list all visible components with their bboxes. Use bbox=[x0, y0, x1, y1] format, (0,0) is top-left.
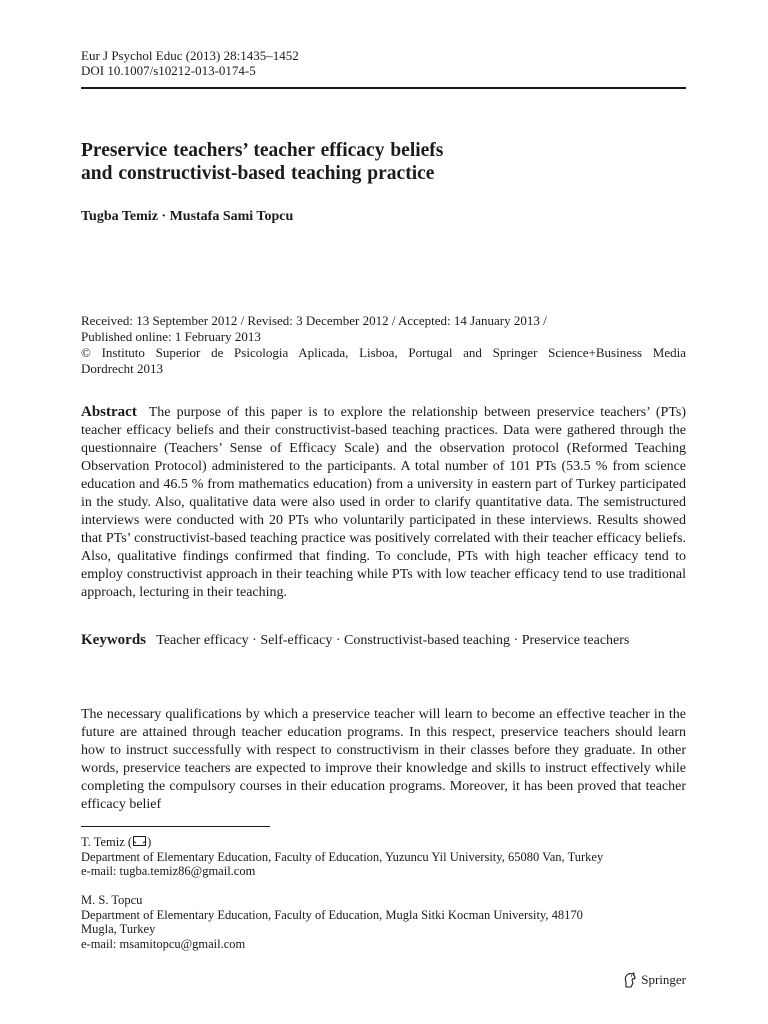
abstract-label: Abstract bbox=[81, 404, 137, 420]
header-rule bbox=[81, 87, 686, 89]
abstract bbox=[81, 403, 686, 602]
author-1-name-line bbox=[81, 835, 686, 850]
author-2-email[interactable]: e-mail: msamitopcu@gmail.com bbox=[81, 936, 246, 951]
footnote-rule bbox=[81, 826, 270, 827]
author-1-footnote bbox=[81, 835, 686, 879]
doi: DOI 10.1007/s10212-013-0174-5 bbox=[81, 63, 256, 78]
abstract-text: The purpose of this paper is to explore the relationship between preservice teachers’ (PTs) teacher efficacy beliefs and their constructivist-based teaching practices. Data were gathered through the questionnaire (Teachers’ Sense of Efficacy Scale) and the observation protocol (Reformed Teaching Observation Protocol) administered to the participants. A total number of 101 PTs (53.5 % from science education and 46.5 % from mathematics education) from a university in eastern part of Turkey participated in the study. Also, qualitative data were also used in order to clarify quantitative data. The semistructured interviews were conducted with 20 PTs who voluntarily participated in these interviews. Results showed that PTs’ constructivist-based teaching practice was positively correlated with their teacher efficacy beliefs. Also, qualitative findings confirmed that finding. To conclude, PTs with high teacher efficacy tend to employ constructivist approach in their teaching while PTs with low teacher efficacy tend to use traditional approach, lecturing in their teaching. bbox=[81, 405, 686, 600]
author-2-affiliation-line-1: Department of Elementary Education, Faculty of Education, Mugla Sitki Kocman University, 48170 bbox=[81, 907, 583, 922]
received-revised-accepted: Received: 13 September 2012 / Revised: 3 December 2012 / Accepted: 14 January 2013 / bbox=[81, 313, 547, 328]
journal-reference bbox=[81, 48, 299, 78]
copyright-notice-cont: Dordrecht 2013 bbox=[81, 361, 163, 376]
author-1-name: T. Temiz ( bbox=[81, 835, 133, 849]
article-title-line-1: Preservice teachers’ teacher efficacy beliefs bbox=[81, 140, 444, 161]
publication-history bbox=[81, 313, 686, 377]
introduction-paragraph: The necessary qualifications by which a preservice teacher will learn to become an effective teacher in the future are attained through teacher education programs. In this respect, preservice teachers should learn how to instruct successfully with respect to constructivism in their classes before they graduate. In other words, preservice teachers are expected to improve their knowledge and skills to instruct effectively while completing the compulsory courses in their education programs. Moreover, it has been proved that teacher efficacy belief bbox=[81, 707, 686, 812]
keywords-text: Teacher efficacy · Self-efficacy · Constructivist-based teaching · Preservice teachers bbox=[156, 633, 630, 648]
publisher-logo bbox=[623, 972, 686, 988]
published-online: Published online: 1 February 2013 bbox=[81, 329, 261, 344]
envelope-icon bbox=[133, 836, 146, 846]
article-title bbox=[81, 139, 686, 185]
author-list: Tugba Temiz · Mustafa Sami Topcu bbox=[81, 209, 294, 224]
author-2-affiliation-line-2: Mugla, Turkey bbox=[81, 922, 156, 936]
author-2-name: M. S. Topcu bbox=[81, 893, 143, 907]
keywords bbox=[81, 631, 686, 650]
keywords-label: Keywords bbox=[81, 632, 146, 648]
article-title-line-2: and constructivist-based teaching practice bbox=[81, 163, 435, 184]
journal-citation: Eur J Psychol Educ (2013) 28:1435–1452 bbox=[81, 48, 299, 63]
copyright-notice: © Instituto Superior de Psicologia Aplicada, Lisboa, Portugal and Springer Science+Business Media bbox=[81, 345, 686, 360]
author-1-name-close: ) bbox=[147, 835, 152, 849]
author-1-email[interactable]: e-mail: tugba.temiz86@gmail.com bbox=[81, 864, 256, 878]
author-1-affiliation: Department of Elementary Education, Faculty of Education, Yuzuncu Yil University, 65080 Van, Turkey bbox=[81, 849, 604, 864]
publisher-name: Springer bbox=[641, 972, 686, 987]
springer-horse-icon bbox=[623, 972, 637, 988]
author-2-footnote bbox=[81, 893, 686, 951]
